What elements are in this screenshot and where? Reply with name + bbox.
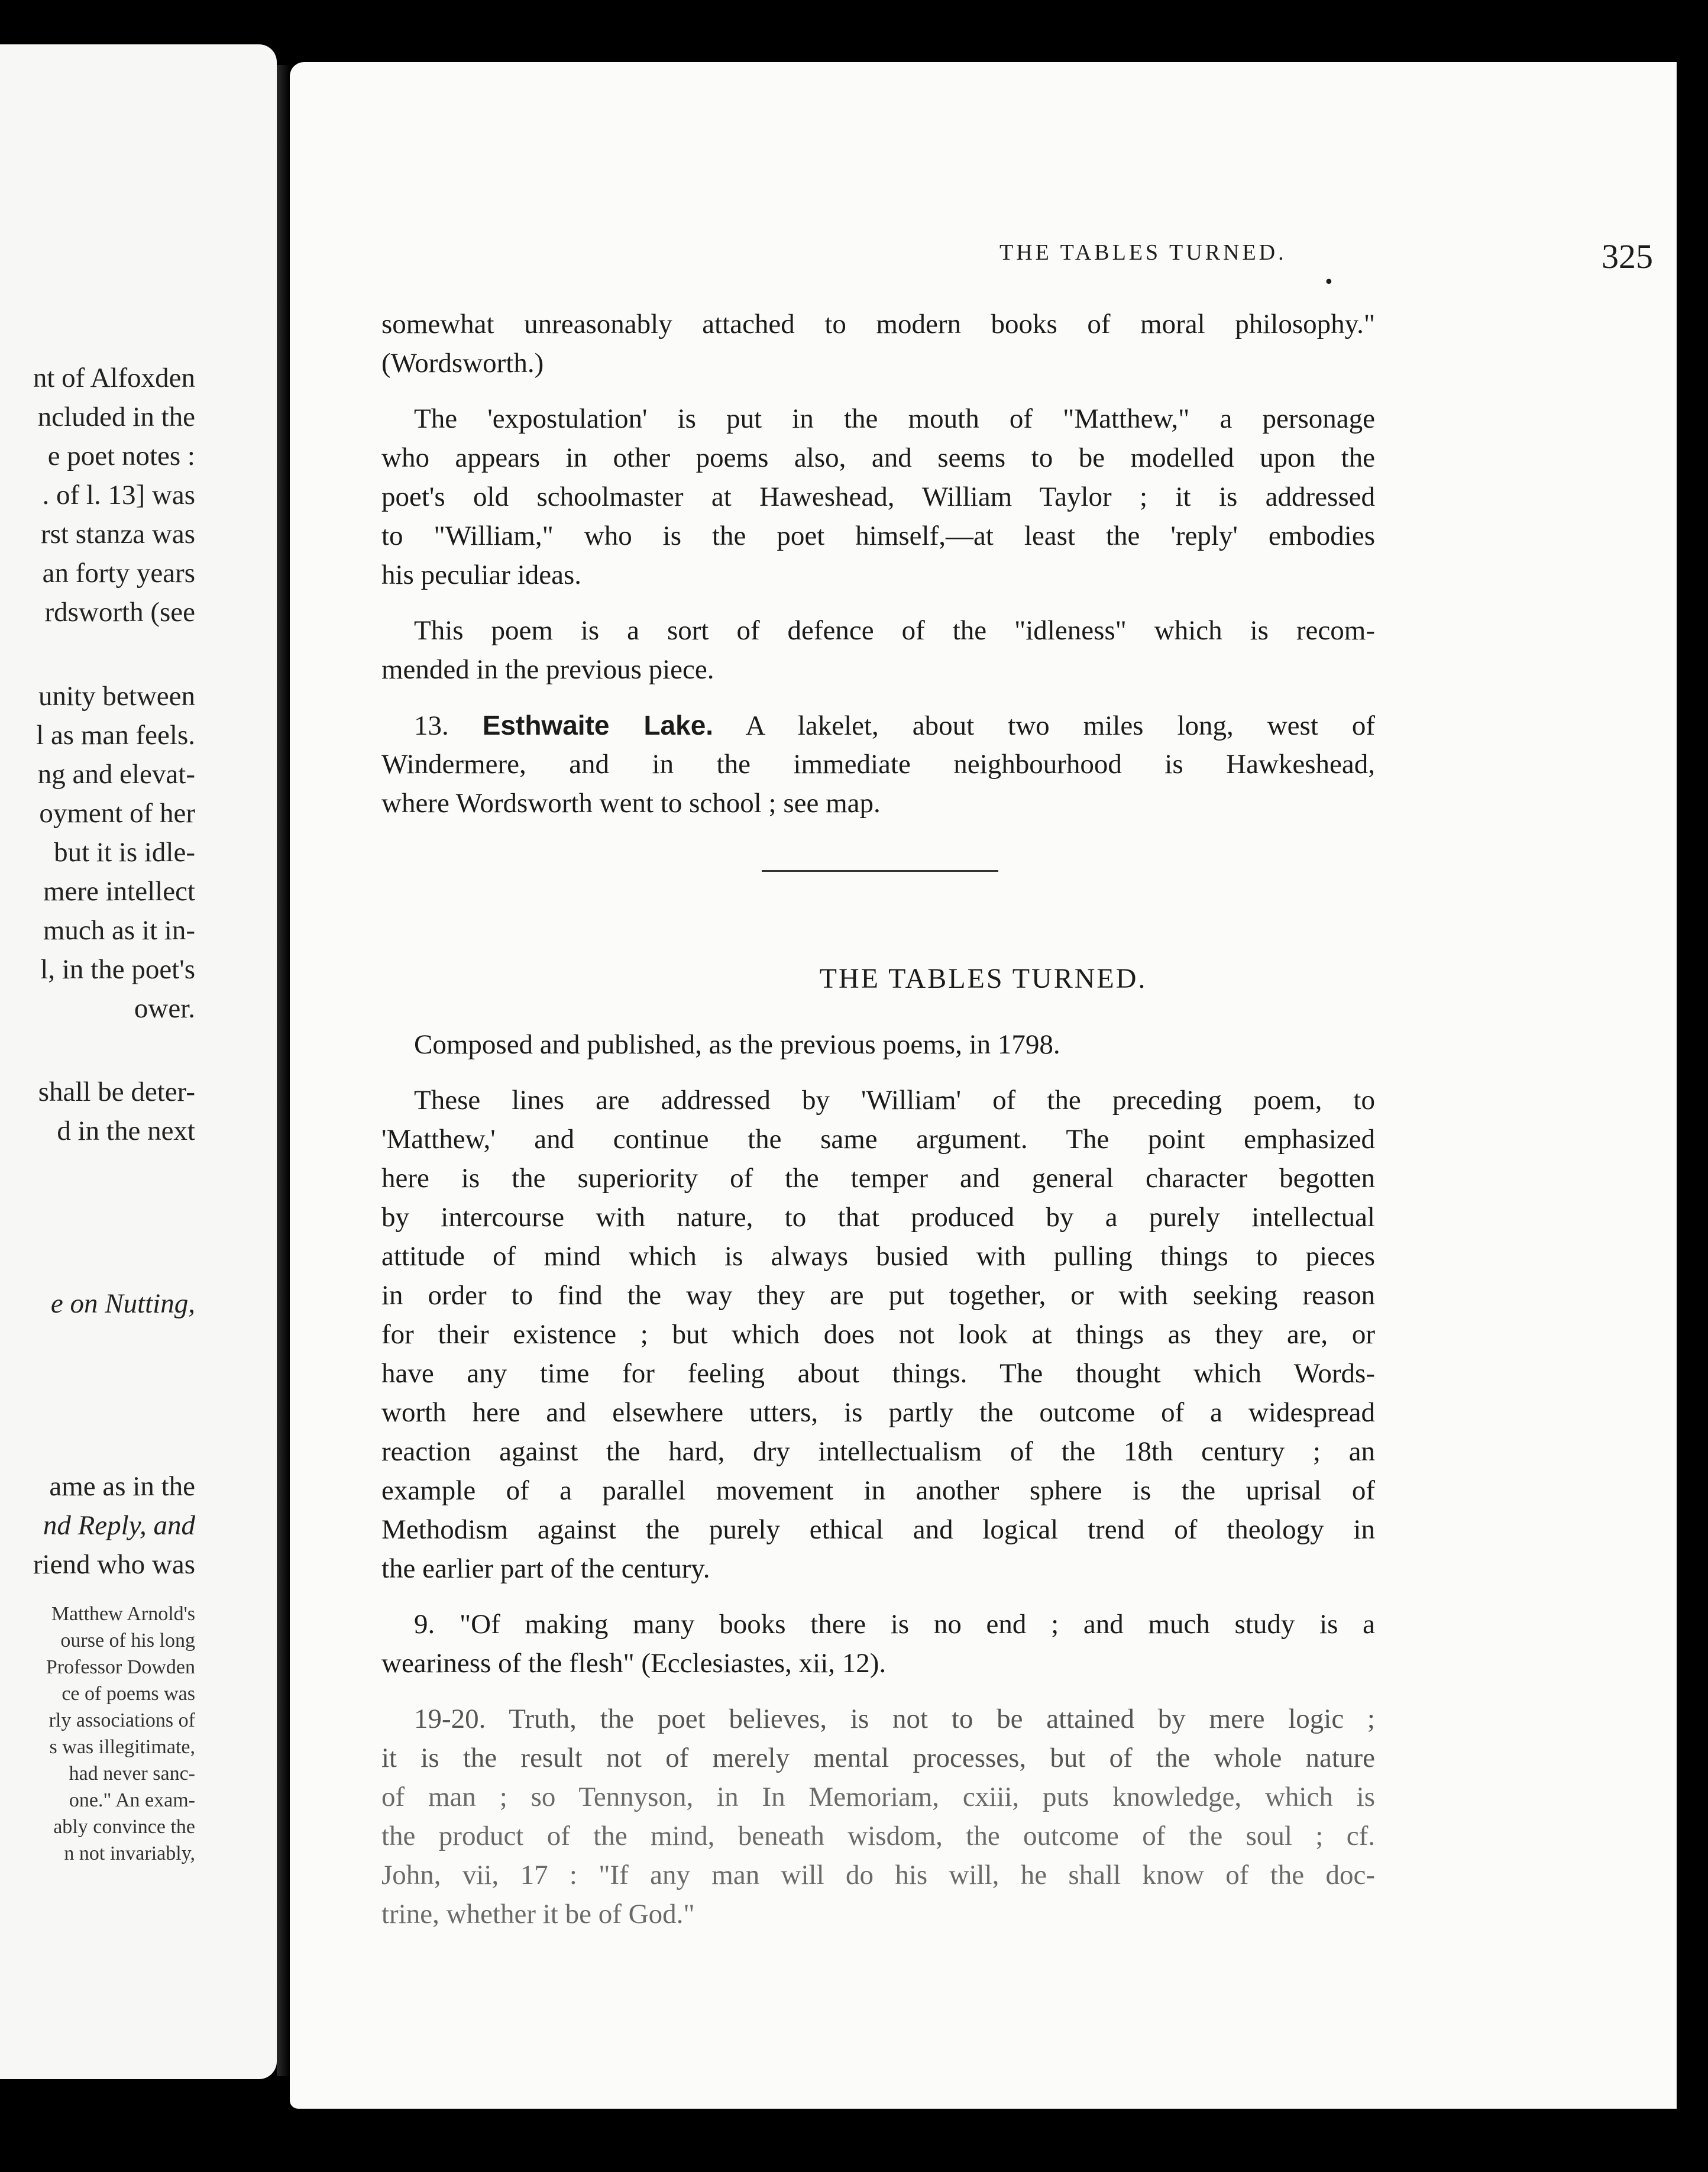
body-line: where Wordsworth went to school ; see map. bbox=[381, 788, 881, 819]
note-19-20-line: trine, whether it be of God." bbox=[381, 1899, 695, 1929]
left-text-line: nd Reply, and bbox=[43, 1510, 195, 1541]
left-footnote-line: ourse of his long bbox=[60, 1630, 195, 1651]
left-text-line: much as it in- bbox=[43, 915, 195, 946]
left-text-line: d in the next bbox=[57, 1116, 195, 1146]
left-text-line: . of l. 13] was bbox=[42, 480, 195, 510]
note-text: A lakelet, about two miles long, west of bbox=[745, 710, 1375, 741]
left-text-line: an forty years bbox=[42, 558, 195, 589]
body-line: who appears in other poems also, and seems to be modelled upon the bbox=[381, 442, 1375, 473]
left-text-line: rdsworth (see bbox=[44, 597, 195, 628]
body-line: mended in the previous piece. bbox=[381, 654, 714, 685]
left-footnote-line: Matthew Arnold's bbox=[51, 1603, 195, 1625]
body-line: Windermere, and in the immediate neighbourhood is Hawkeshead, bbox=[381, 749, 1375, 780]
body-line: in order to find the way they are put together, or with seeking reason bbox=[381, 1280, 1375, 1311]
note-19-20-line: John, vii, 17 : "If any man will do his will, he shall know of the doc- bbox=[381, 1860, 1375, 1890]
book-gutter bbox=[277, 65, 290, 2076]
right-page bbox=[290, 62, 1677, 2109]
body-line: have any time for feeling about things. The thought which Words- bbox=[381, 1358, 1375, 1389]
left-footnote-line: had never sanc- bbox=[69, 1763, 195, 1785]
left-footnote-line: one." An exam- bbox=[69, 1789, 195, 1811]
note-19-20-line: the product of the mind, beneath wisdom, the outcome of the soul ; cf. bbox=[381, 1821, 1375, 1851]
section-rule bbox=[762, 870, 998, 872]
note-13-line bbox=[414, 706, 1375, 745]
section-title: THE TABLES TURNED. bbox=[819, 963, 1147, 994]
left-text-line: ower. bbox=[134, 993, 195, 1024]
body-line: These lines are addressed by 'William' of the preceding poem, to bbox=[414, 1085, 1375, 1116]
note-19-20-line: it is the result not of merely mental processes, but of the whole nature bbox=[381, 1743, 1375, 1773]
body-line: This poem is a sort of defence of the "idleness" which is recom- bbox=[414, 615, 1375, 646]
body-line: attitude of mind which is always busied with pulling things to pieces bbox=[381, 1241, 1375, 1272]
left-text-line: ng and elevat- bbox=[37, 759, 195, 790]
left-text-line: e poet notes : bbox=[47, 441, 195, 471]
left-text-line: mere intellect bbox=[43, 876, 195, 907]
left-text-line: ame as in the bbox=[49, 1471, 195, 1502]
body-line: his peculiar ideas. bbox=[381, 560, 582, 590]
body-line: for their existence ; but which does not look at things as they are, or bbox=[381, 1319, 1375, 1350]
body-line: example of a parallel movement in another sphere is the uprisal of bbox=[381, 1475, 1375, 1506]
note-9-line: 9. "Of making many books there is no end ; and much study is a bbox=[414, 1609, 1375, 1640]
left-footnote-line: rly associations of bbox=[48, 1709, 195, 1731]
left-text-line: ncluded in the bbox=[37, 402, 195, 432]
left-page bbox=[0, 44, 277, 2079]
body-line: by intercourse with nature, to that produced by a purely intellectual bbox=[381, 1202, 1375, 1233]
body-line: the earlier part of the century. bbox=[381, 1553, 710, 1584]
left-text-line: l as man feels. bbox=[36, 720, 195, 751]
left-footnote-line: Professor Dowden bbox=[46, 1656, 195, 1678]
note-9-line: weariness of the flesh" (Ecclesiastes, xii, 12). bbox=[381, 1648, 887, 1679]
left-text-line: e on Nutting, bbox=[50, 1288, 195, 1319]
left-text-line: l, in the poet's bbox=[40, 954, 195, 985]
left-footnote-line: s was illegitimate, bbox=[49, 1736, 195, 1758]
left-text-line: oyment of her bbox=[39, 798, 195, 829]
body-line: to "William," who is the poet himself,—at least the 'reply' embodies bbox=[381, 521, 1375, 551]
body-line: 'Matthew,' and continue the same argument. The point emphasized bbox=[381, 1124, 1375, 1155]
left-text-line: rst stanza was bbox=[40, 519, 195, 550]
body-line: here is the superiority of the temper and general character begotten bbox=[381, 1163, 1375, 1194]
composed-line: Composed and published, as the previous poems, in 1798. bbox=[414, 1029, 1060, 1060]
note-19-20-line: of man ; so Tennyson, in In Memoriam, cxiii, puts knowledge, which is bbox=[381, 1782, 1375, 1812]
left-text-line: shall be deter- bbox=[38, 1077, 195, 1107]
header-dot: • bbox=[1324, 272, 1334, 293]
note-number: 13. bbox=[414, 710, 449, 741]
left-text-line: riend who was bbox=[33, 1549, 195, 1580]
body-line: (Wordsworth.) bbox=[381, 348, 544, 379]
body-line: Methodism against the purely ethical and logical trend of theology in bbox=[381, 1514, 1375, 1545]
left-text-line: unity between bbox=[38, 681, 195, 712]
body-line: reaction against the hard, dry intellectualism of the 18th century ; an bbox=[381, 1436, 1375, 1467]
running-header: THE TABLES TURNED. bbox=[999, 240, 1287, 265]
note-19-20-line: 19-20. Truth, the poet believes, is not to be attained by mere logic ; bbox=[414, 1704, 1375, 1734]
left-text-line: nt of Alfoxden bbox=[33, 363, 195, 393]
left-footnote-line: ably convince the bbox=[53, 1816, 195, 1838]
body-line: worth here and elsewhere utters, is partly the outcome of a widespread bbox=[381, 1397, 1375, 1428]
left-text-line: but it is idle- bbox=[54, 837, 195, 868]
page-number: 325 bbox=[1602, 237, 1653, 276]
left-footnote-line: ce of poems was bbox=[62, 1683, 195, 1705]
note-term: Esthwaite Lake. bbox=[482, 710, 714, 741]
left-footnote-line: n not invariably, bbox=[64, 1843, 195, 1864]
body-line: The 'expostulation' is put in the mouth of "Matthew," a personage bbox=[414, 403, 1375, 434]
body-line: somewhat unreasonably attached to modern books of moral philosophy." bbox=[381, 309, 1375, 340]
body-line: poet's old schoolmaster at Haweshead, William Taylor ; it is addressed bbox=[381, 481, 1375, 512]
